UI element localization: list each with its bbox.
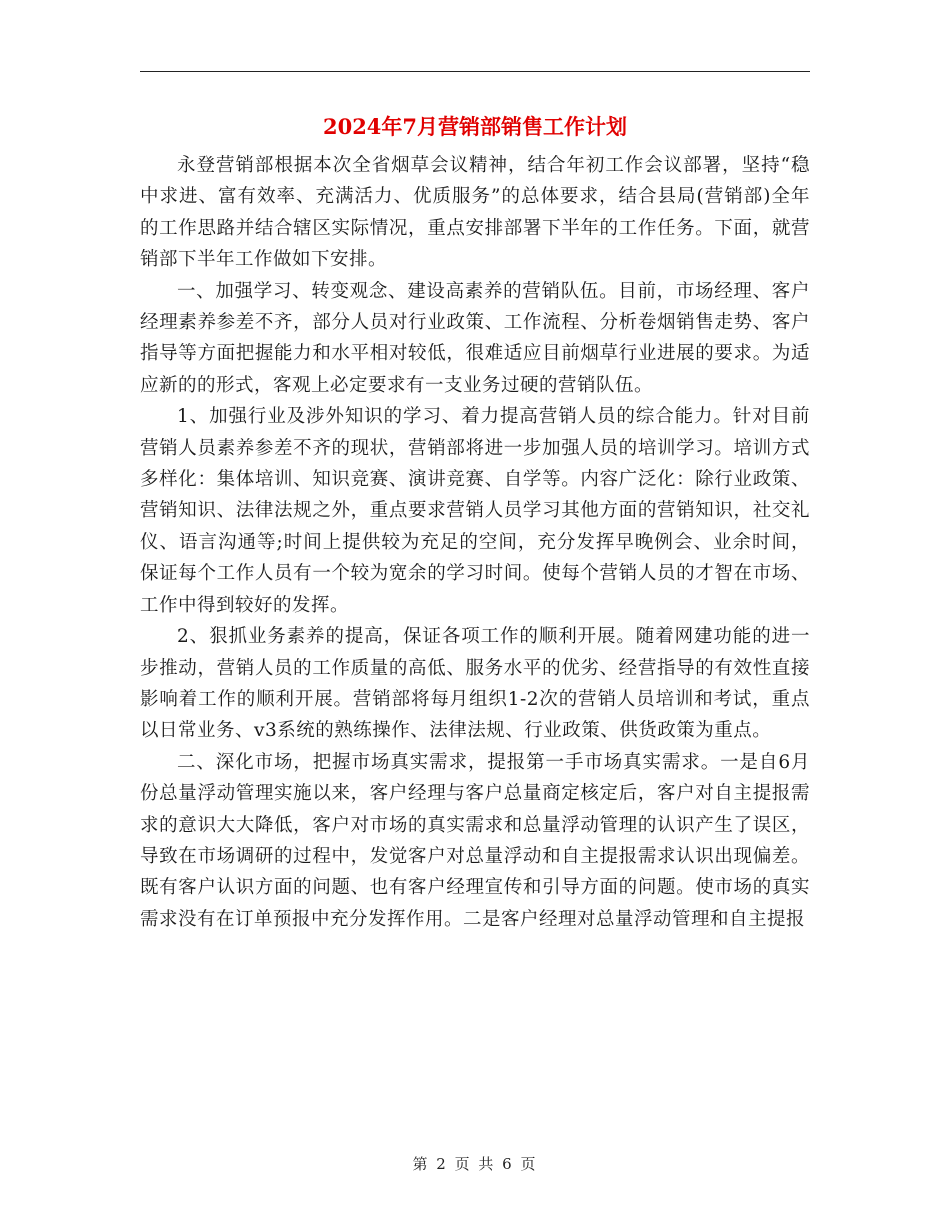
document-body [140,150,810,935]
body-paragraph-item-2: 2、狠抓业务素养的提高，保证各项工作的顺利开展。随着网建功能的进一步推动，营销人员的工作质量的高低、服务水平的优劣、经营指导的有效性直接影响着工作的顺利开展。营销部将每月组织1-2次的营销人员培训和考试，重点以日常业务、v3系统的熟练操作、法律法规、行业政策、供货政策为重点。 [140,626,810,742]
body-paragraph-section-1: 一、加强学习、转变观念、建设高素养的营销队伍。目前，市场经理、客户经理素养参差不齐，部分人员对行业政策、工作流程、分析卷烟销售走势、客户指导等方面把握能力和水平相对较低，很难适应目前烟草行业进展的要求。为适应新的的形式，客观上必定要求有一支业务过硬的营销队伍。 [140,280,810,396]
body-paragraph-item-1: 1、加强行业及涉外知识的学习、着力提高营销人员的综合能力。针对目前营销人员素养参差不齐的现状，营销部将进一步加强人员的培训学习。培训方式多样化：集体培训、知识竞赛、演讲竞赛、自学等。内容广泛化：除行业政策、营销知识、法律法规之外，重点要求营销人员学习其他方面的营销知识，社交礼仪、语言沟通等;时间上提供较为充足的空间，充分发挥早晚例会、业余时间，保证每个工作人员有一个较为宽余的学习时间。使每个营销人员的才智在市场、工作中得到较好的发挥。 [140,406,810,616]
header-rule [140,71,810,72]
body-paragraph-intro: 永登营销部根据本次全省烟草会议精神，结合年初工作会议部署，坚持“稳中求进、富有效率、充满活力、优质服务”的总体要求，结合县局(营销部)全年的工作思路并结合辖区实际情况，重点安排部署下半年的工作任务。下面，就营销部下半年工作做如下安排。 [140,155,810,271]
document-title: 2024年7月营销部销售工作计划 [322,114,628,139]
page-number-footer: 第 2 页 共 6 页 [412,1155,538,1173]
body-paragraph-section-2: 二、深化市场，把握市场真实需求，提报第一手市场真实需求。一是自6月份总量浮动管理实施以来，客户经理与客户总量商定核定后，客户对自主提报需求的意识大大降低，客户对市场的真实需求和总量浮动管理的认识产生了误区，导致在市场调研的过程中，发觉客户对总量浮动和自主提报需求认识出现偏差。既有客户认识方面的问题、也有客户经理宣传和引导方面的问题。使市场的真实需求没有在订单预报中充分发挥作用。二是客户经理对总量浮动管理和自主提报 [140,751,810,930]
